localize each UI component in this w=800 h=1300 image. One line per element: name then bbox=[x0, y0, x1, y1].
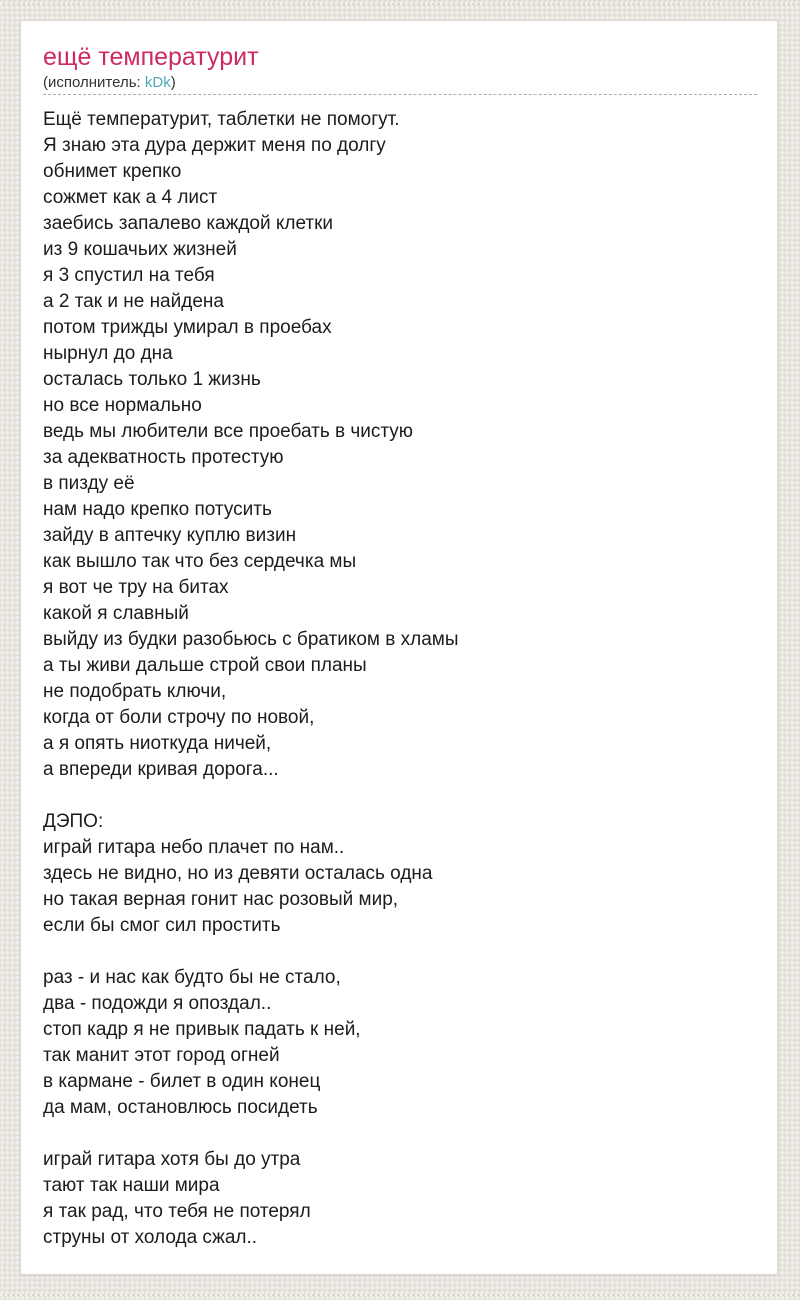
lyric-line: а впереди кривая дорога... bbox=[43, 759, 279, 780]
lyric-line: здесь не видно, но из девяти осталась одна bbox=[43, 863, 433, 884]
lyric-line: в пизду её bbox=[43, 473, 135, 494]
lyric-line: за адекватность протестую bbox=[43, 447, 284, 468]
lyric-line: а я опять ниоткуда ничей, bbox=[43, 733, 272, 754]
lyric-line: я так рад, что тебя не потерял bbox=[43, 1201, 311, 1222]
lyric-line: два - подожди я опоздал.. bbox=[43, 993, 272, 1014]
artist-link[interactable]: kDk bbox=[144, 74, 171, 91]
lyric-line: нырнул до дна bbox=[43, 343, 173, 364]
lyric-line: раз - и нас как будто бы не стало, bbox=[43, 967, 341, 988]
song-header bbox=[43, 43, 757, 95]
lyric-line: если бы смог сил простить bbox=[43, 915, 281, 936]
lyric-line: играй гитара хотя бы до утра bbox=[43, 1149, 301, 1170]
lyric-line: какой я славный bbox=[43, 603, 189, 624]
lyric-line: в кармане - билет в один конец bbox=[43, 1071, 321, 1092]
lyric-line: Я знаю эта дура держит меня по долгу bbox=[43, 135, 386, 156]
lyric-line: не подобрать ключи, bbox=[43, 681, 227, 702]
lyric-line: так манит этот город огней bbox=[43, 1045, 280, 1066]
lyric-line: а ты живи дальше строй свои планы bbox=[43, 655, 367, 676]
lyric-line: потом трижды умирал в проебах bbox=[43, 317, 332, 338]
stitch-border-top bbox=[0, 3, 800, 5]
lyric-line: струны от холода сжал.. bbox=[43, 1227, 258, 1248]
lyric-line: но такая верная гонит нас розовый мир, bbox=[43, 889, 399, 910]
lyric-line: как вышло так что без сердечка мы bbox=[43, 551, 357, 572]
lyric-line: ДЭПО: bbox=[43, 811, 104, 832]
artist-label-suffix: ) bbox=[170, 74, 176, 91]
lyric-line bbox=[43, 1121, 757, 1147]
lyric-line: нам надо крепко потусить bbox=[43, 499, 272, 520]
lyric-line: ведь мы любители все проебать в чистую bbox=[43, 421, 414, 442]
lyric-line: осталась только 1 жизнь bbox=[43, 369, 261, 390]
artist-label-prefix: (исполнитель: bbox=[43, 74, 141, 91]
lyric-line: я вот че тру на битах bbox=[43, 577, 229, 598]
lyric-line: да мам, остановлюсь посидеть bbox=[43, 1097, 318, 1118]
lyrics-card bbox=[20, 20, 778, 1275]
lyric-line: стоп кадр я не привык падать к ней, bbox=[43, 1019, 361, 1040]
lyric-line: я 3 спустил на тебя bbox=[43, 265, 215, 286]
song-title: ещё температурит bbox=[43, 43, 259, 71]
lyric-line: играй гитара небо плачет по нам.. bbox=[43, 837, 345, 858]
lyric-line: когда от боли строчу по новой, bbox=[43, 707, 315, 728]
lyric-line: зайду в аптечку куплю визин bbox=[43, 525, 297, 546]
lyrics-text bbox=[43, 107, 757, 1251]
lyric-line: выйду из будки разобьюсь с братиком в хламы bbox=[43, 629, 459, 650]
lyric-line bbox=[43, 783, 757, 809]
stitch-border-bottom bbox=[0, 1294, 800, 1296]
lyric-line bbox=[43, 939, 757, 965]
lyric-line: Ещё температурит, таблетки не помогут. bbox=[43, 109, 400, 130]
lyric-line: тают так наши мира bbox=[43, 1175, 220, 1196]
lyric-line: из 9 кошачьих жизней bbox=[43, 239, 237, 260]
lyric-line: сожмет как а 4 лист bbox=[43, 187, 218, 208]
lyric-line: но все нормально bbox=[43, 395, 202, 416]
artist-line bbox=[43, 74, 757, 92]
lyric-line: а 2 так и не найдена bbox=[43, 291, 224, 312]
lyric-line: обнимет крепко bbox=[43, 161, 182, 182]
lyric-line: заебись запалево каждой клетки bbox=[43, 213, 334, 234]
